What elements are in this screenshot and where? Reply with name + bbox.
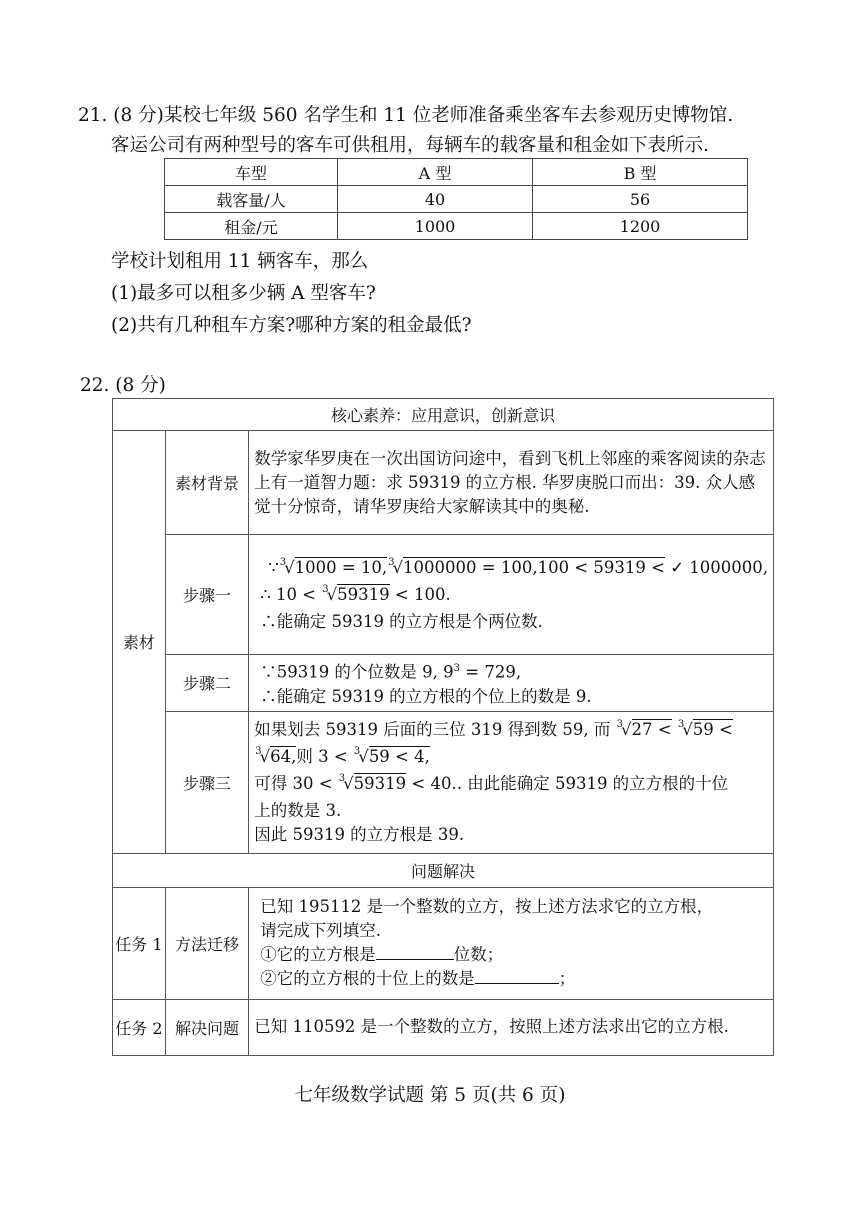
table-cell: 载客量/人 [165, 186, 338, 213]
step3-line5: 因此 59319 的立方根是 39. [254, 824, 465, 844]
cube-root-sign: $^3$√1000000 = 100,100 < 59319 < [388, 556, 665, 577]
task1-q2: ②它的立方根的十位上的数是 [260, 969, 475, 988]
task1-q1-end: 位数； [453, 945, 504, 964]
step1-root3: 59319 [337, 584, 390, 604]
table-row [165, 213, 748, 240]
q21-plan: 学校计划租用 11 辆客车，那么 [111, 251, 369, 272]
table-header-cell: 车型 [165, 159, 338, 186]
table-header-row [165, 159, 748, 186]
q22-heading: 22. (8 分) [80, 375, 166, 396]
step2-line1: ∵59319 的个位数是 9, 9 [260, 662, 454, 682]
cube-root-sign: $^3$√1000 = 10, [279, 556, 388, 577]
task1-q2-end: ； [558, 969, 576, 988]
task1-method: 方法迁移 [165, 887, 248, 999]
step1-root1: 1000 = 10, [294, 557, 388, 577]
table-row [165, 186, 748, 213]
step3-root-59: 59 < [692, 719, 733, 739]
q21-line2: 客运公司有两种型号的客车可供租用，每辆车的载客量和租金如下表所示. [111, 135, 709, 156]
task1-content [249, 887, 774, 999]
cube-root-sign: $^3$√64, [255, 745, 297, 766]
task1-label: 任务 1 [113, 887, 166, 999]
material-label: 素材 [113, 431, 166, 854]
task1-line2: 请完成下列填空. [260, 921, 381, 940]
step3-label: 步骤三 [165, 711, 248, 853]
core-literacy-table [112, 398, 774, 1056]
solve-title: 问题解决 [113, 853, 774, 887]
table-cell: 56 [533, 186, 748, 213]
cube-root-sign: $^3$√59319 [322, 583, 390, 604]
step3-obtain: 可得 30 < [254, 773, 333, 793]
step3-content [249, 711, 774, 853]
task2-label: 任务 2 [113, 999, 166, 1055]
step2-line1-end: = 729, [460, 662, 522, 682]
table-cell: 租金/元 [165, 213, 338, 240]
bus-rental-table [164, 158, 748, 240]
page-footer: 七年级数学试题 第 5 页(共 6 页) [294, 1085, 566, 1106]
cube-root-sign: $^3$√27 < [616, 718, 672, 739]
step1-conclusion: ∴能确定 59319 的立方根是个两位数. [260, 611, 543, 631]
step3-root-59319: 59319 [353, 773, 407, 793]
step1-label: 步骤一 [165, 535, 248, 655]
step3-root-59b: 59 < 4, [368, 746, 430, 766]
step1-therefore: ∴ 10 < [260, 584, 317, 604]
table-header-cell: B 型 [533, 159, 748, 186]
background-text: 数学家华罗庚在一次出国访问途中，看到飞机上邻座的乘客阅读的杂志上有一道智力题：求 59319 的立方根. 华罗庚脱口而出：39. 众人感觉十分惊奇，请华罗庚给大家解读其中的奥秘. [249, 431, 774, 535]
step3-root-64: 64, [270, 746, 297, 766]
background-label: 素材背景 [165, 431, 248, 535]
cube-root-sign: $^3$√59 < 4, [353, 745, 430, 766]
q21-heading: 21. (8 分)某校七年级 560 名学生和 11 位老师准备乘坐客车去参观历史博物馆. [78, 105, 734, 126]
cube-root-sign: $^3$√59 < [677, 718, 733, 739]
cube-root-sign: $^3$√59319 [338, 772, 407, 793]
answer-blank-1[interactable] [376, 943, 454, 960]
step2-exponent: 3 [453, 663, 461, 674]
task2-method: 解决问题 [165, 999, 248, 1055]
step3-line3-end: < 40.. 由此能确定 59319 的立方根的十位 [411, 773, 729, 793]
table-cell: 1200 [533, 213, 748, 240]
step2-label: 步骤二 [165, 655, 248, 712]
step3-line4: 上的数是 3. [254, 800, 342, 820]
task2-text: 已知 110592 是一个整数的立方，按照上述方法求出它的立方根. [249, 999, 774, 1055]
table-cell: 40 [338, 186, 533, 213]
task1-line1: 已知 195112 是一个整数的立方，按上述方法求它的立方根， [260, 897, 714, 916]
step3-then: 则 3 < [296, 746, 348, 766]
step3-line1: 如果划去 59319 后面的三位 319 得到数 59, 而 [254, 719, 611, 739]
step1-root2: 1000000 = 100,100 < 59319 < [403, 557, 665, 577]
q21-sub2: (2)共有几种租车方案?哪种方案的租金最低? [111, 315, 472, 336]
step1-content [249, 535, 774, 655]
step1-tail: ✓ 1000000, [670, 557, 768, 577]
step1-because: ∵ [268, 557, 279, 577]
step3-root-27: 27 < [631, 719, 672, 739]
table-header-cell: A 型 [338, 159, 533, 186]
core-title: 核心素养：应用意识，创新意识 [113, 399, 774, 431]
step2-line2: ∴能确定 59319 的立方根的个位上的数是 9. [260, 686, 592, 706]
q21-sub1: (1)最多可以租多少辆 A 型客车? [111, 283, 376, 304]
task1-q1: ①它的立方根是 [260, 945, 376, 964]
step2-content [249, 655, 774, 712]
step1-bound: < 100. [394, 584, 451, 604]
answer-blank-2[interactable] [475, 967, 559, 984]
table-cell: 1000 [338, 213, 533, 240]
